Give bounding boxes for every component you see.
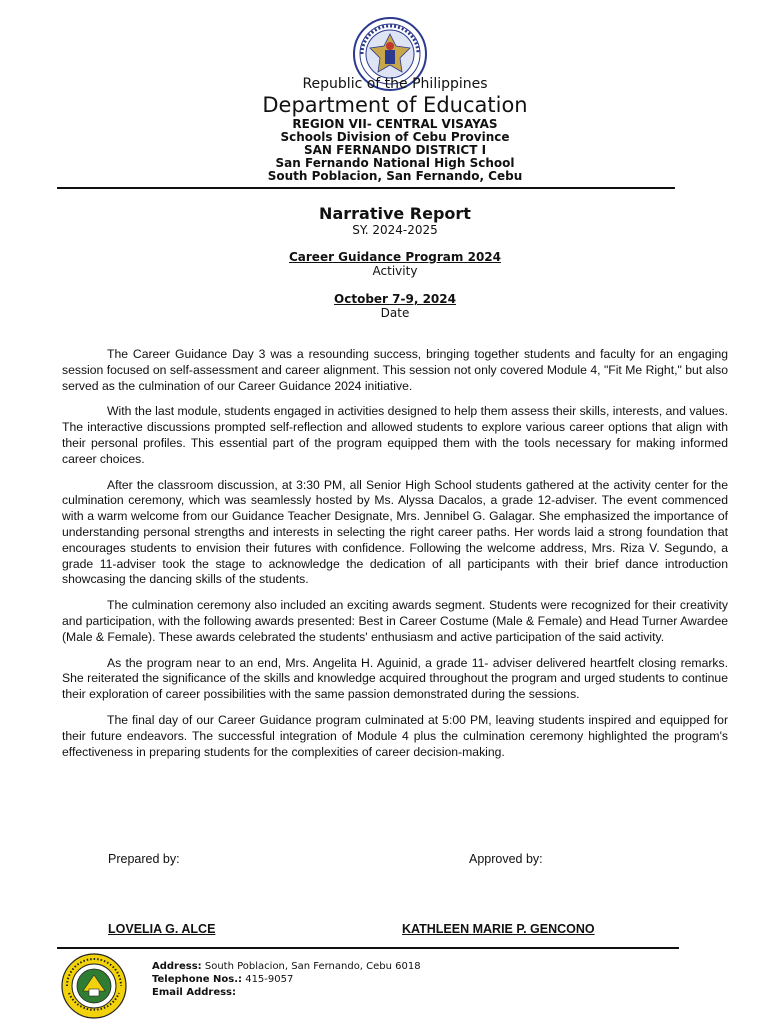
school-address-line: South Poblacion, San Fernando, Cebu <box>267 169 523 183</box>
report-body <box>62 347 728 770</box>
prepared-by-label: Prepared by: <box>108 852 180 866</box>
footer-divider <box>57 947 679 949</box>
approved-by-label: Approved by: <box>469 852 543 866</box>
report-title-block <box>0 204 768 320</box>
report-title: Narrative Report <box>319 204 471 223</box>
address-value: South Poblacion, San Fernando, Cebu 6018 <box>204 961 421 972</box>
header-divider <box>57 187 675 189</box>
district-line: SAN FERNANDO DISTRICT I <box>303 143 487 157</box>
address-label: Address: <box>152 961 202 972</box>
school-year: SY. 2024-2025 <box>352 223 438 237</box>
paragraph: The culmination ceremony also included an exciting awards segment. Students were recognized for their creativity and participation, with the following awards presented: Best in Career Costume (Male & Female) and Head Turner Awardee (Male & Female). These awards celebrated the students' enthusiasm and active participation of the said activity. <box>62 598 728 644</box>
prepared-by-name: LOVELIA G. ALCE <box>108 922 216 936</box>
paragraph: As the program near to an end, Mrs. Angelita H. Aguinid, a grade 11- adviser delivered heartfelt closing remarks. She reiterated the significance of the skills and knowledge acquired throughout the program and urged students to continue their exploration of career possibilities with the same passion demonstrated during the sessions. <box>62 655 728 702</box>
school-seal-icon <box>61 953 127 1019</box>
school-line: San Fernando National High School <box>275 156 515 170</box>
footer-email-row <box>152 986 421 999</box>
paragraph: The Career Guidance Day 3 was a resounding success, bringing together students and faculty for an engaging session focused on self-assessment and career alignment. This session not only covered Module 4, "Fit Me Right," but also served as the culmination of our Career Guidance 2024 initiative. <box>62 347 728 393</box>
date-label: Date <box>380 306 410 320</box>
telephone-value: 415-9057 <box>245 974 294 985</box>
approved-by-name: KATHLEEN MARIE P. GENCONO <box>402 922 595 936</box>
footer-address-row <box>152 960 421 973</box>
paragraph: After the classroom discussion, at 3:30 PM, all Senior High School students gathered at the activity center for the culmination ceremony, which was seamlessly hosted by Ms. Alyssa Dacalos, a grade 12-adviser. The event commenced with a warm welcome from our Guidance Teacher Designate, Mrs. Jennibel G. Galagar. She emphasized the importance of understanding personal strengths and interests in selecting the right career paths. Her words laid a strong foundation that encourages students to envision their futures with confidence. Following the welcome address, Mrs. Riza V. Segundo, a grade 11-adviser took the stage to acknowledge the dedication of all participants with their brief dance introduction showcasing the dancing skills of the students. <box>62 477 728 587</box>
republic-line: Republic of the Philippines <box>302 76 488 92</box>
activity-label: Activity <box>372 264 418 278</box>
activity-value: Career Guidance Program 2024 <box>288 250 501 264</box>
telephone-label: Telephone Nos.: <box>152 974 243 985</box>
region-line: REGION VII- CENTRAL VISAYAS <box>292 117 498 131</box>
letterhead <box>0 76 768 183</box>
division-line: Schools Division of Cebu Province <box>280 130 510 144</box>
department-name: Department of Education <box>262 93 528 117</box>
footer-contact <box>152 960 421 999</box>
paragraph: The final day of our Career Guidance program culminated at 5:00 PM, leaving students inspired and equipped for their future endeavors. The successful integration of Module 4 plus the culmination ceremony highlighted the program's effectiveness in preparing students for the complexities of career decision-making. <box>62 712 728 759</box>
date-value: October 7-9, 2024 <box>334 292 456 306</box>
footer-telephone-row <box>152 973 421 986</box>
email-label: Email Address: <box>152 987 237 998</box>
paragraph: With the last module, students engaged in activities designed to help them assess their skills, interests, and values. The interactive discussions prompted self-reflection and allowed students to explore various career options that align with their personal profiles. This essential part of the program equipped them with the tools necessary for making informed career choices. <box>62 404 728 466</box>
